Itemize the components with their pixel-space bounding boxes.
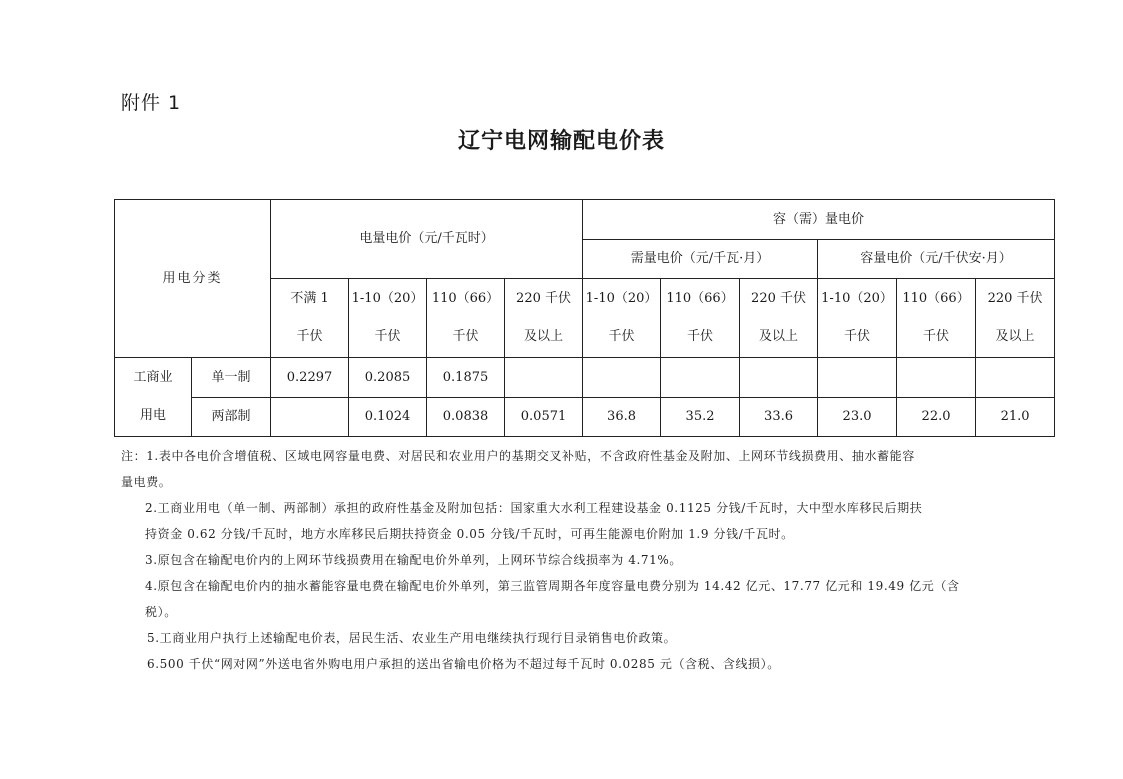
capacity-voltage-220: 220 千伏 及以上 xyxy=(976,279,1055,358)
table-cell: 0.1875 xyxy=(427,358,505,398)
table-cell: 35.2 xyxy=(661,398,740,437)
note-line: 税）。 xyxy=(145,605,177,619)
demand-voltage-220: 220 千伏 及以上 xyxy=(740,279,818,358)
table-cell: 22.0 xyxy=(897,398,976,437)
table-cell: 23.0 xyxy=(818,398,897,437)
demand-voltage-110: 110（66） 千伏 xyxy=(661,279,740,358)
notes xyxy=(121,443,1011,677)
table-cell: 33.6 xyxy=(740,398,818,437)
row-label-single: 单一制 xyxy=(192,358,271,398)
table-cell: 36.8 xyxy=(583,398,661,437)
table-cell: 21.0 xyxy=(976,398,1055,437)
demand-price-header: 需量电价（元/千瓦·月） xyxy=(583,240,818,279)
table-cell xyxy=(583,358,661,398)
document-title: 辽宁电网输配电价表 xyxy=(457,129,665,154)
capacity-price-header: 容（需）量电价 xyxy=(583,200,1055,240)
table-cell: 0.0838 xyxy=(427,398,505,437)
energy-price-header: 电量电价（元/千瓦时） xyxy=(271,200,583,279)
table-cell: 0.1024 xyxy=(349,398,427,437)
category-header: 用电分类 xyxy=(115,200,271,358)
note-line: 量电费。 xyxy=(121,475,172,489)
table-cell: 0.2297 xyxy=(271,358,349,398)
row-label-two-part: 两部制 xyxy=(192,398,271,437)
voltage-header-110: 110（66） 千伏 xyxy=(427,279,505,358)
table-cell xyxy=(740,358,818,398)
tariff-table xyxy=(114,199,1055,437)
table-cell xyxy=(818,358,897,398)
row-group-label: 工商业 用电 xyxy=(115,358,192,437)
attachment-label: 附件 1 xyxy=(121,92,182,114)
table-cell xyxy=(976,358,1055,398)
note-line: 2.工商业用电（单一制、两部制）承担的政府性基金及附加包括：国家重大水利工程建设基金 0.1125 分钱/千瓦时，大中型水库移民后期扶 xyxy=(145,501,923,515)
demand-voltage-1-10: 1-10（20） 千伏 xyxy=(583,279,661,358)
table-cell: 0.2085 xyxy=(349,358,427,398)
note-line: 6.500 千伏“网对网”外送电省外购电用户承担的送出省输电价格为不超过每千瓦时 0.0285 元（含税、含线损）。 xyxy=(147,657,780,671)
voltage-header-lt1: 不满 1 千伏 xyxy=(271,279,349,358)
note-line: 5.工商业用户执行上述输配电价表，居民生活、农业生产用电继续执行现行目录销售电价政策。 xyxy=(147,631,677,645)
table-cell xyxy=(271,398,349,437)
note-line: 注：1.表中各电价含增值税、区域电网容量电费、对居民和农业用户的基期交叉补贴，不含政府性基金及附加、上网环节线损费用、抽水蓄能容 xyxy=(121,449,915,463)
voltage-header-1-10: 1-10（20） 千伏 xyxy=(349,279,427,358)
table-cell: 0.0571 xyxy=(505,398,583,437)
note-line: 4.原包含在输配电价内的抽水蓄能容量电费在输配电价外单列，第三监管周期各年度容量电费分别为 14.42 亿元、17.77 亿元和 19.49 亿元（含 xyxy=(145,579,960,593)
capacity-sub-header: 容量电价（元/千伏安·月） xyxy=(818,240,1055,279)
capacity-voltage-110: 110（66） 千伏 xyxy=(897,279,976,358)
table-cell xyxy=(505,358,583,398)
note-line: 持资金 0.62 分钱/千瓦时，地方水库移民后期扶持资金 0.05 分钱/千瓦时，可再生能源电价附加 1.9 分钱/千瓦时。 xyxy=(145,527,794,541)
table-cell xyxy=(661,358,740,398)
note-line: 3.原包含在输配电价内的上网环节线损费用在输配电价外单列，上网环节综合线损率为 4.71%。 xyxy=(145,553,682,567)
table-cell xyxy=(897,358,976,398)
voltage-header-220: 220 千伏 及以上 xyxy=(505,279,583,358)
capacity-voltage-1-10: 1-10（20） 千伏 xyxy=(818,279,897,358)
